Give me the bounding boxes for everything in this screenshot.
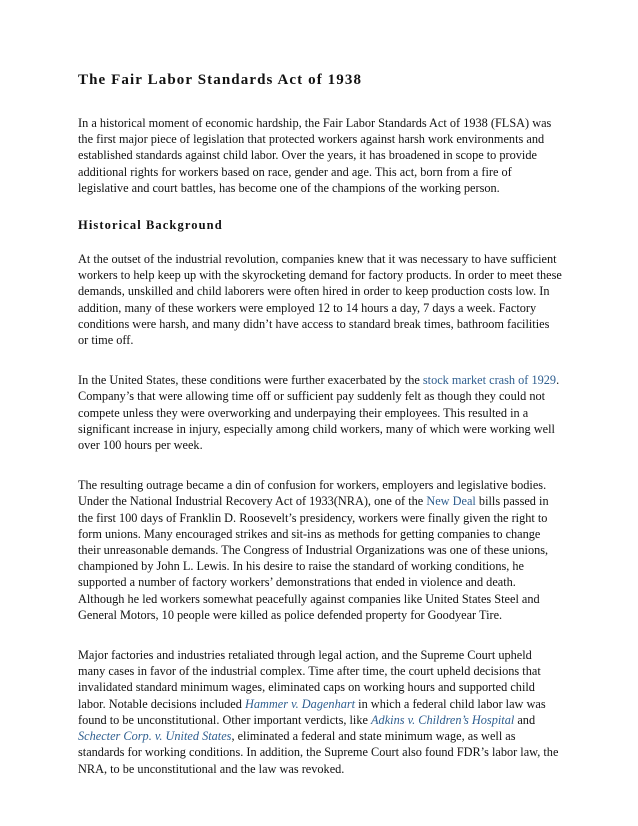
- text-span: in which a federal child labor law was found to be unconstitutional. Other important verdicts, like: [78, 696, 546, 727]
- text-span: and: [514, 712, 536, 727]
- text-span: The resulting outrage became a din of confusion for workers, employers and legislative bodies. Under the National Industrial Recovery Act of 1933(NRA), one of the: [78, 478, 547, 509]
- text-span: In the United States, these conditions were further exacerbated by the: [78, 373, 423, 388]
- text-span: , eliminated a federal and state minimum wage, as well as standards for working conditions. In addition, the Supreme Court also found FDR’s labor law, the NRA, to be unconstitutional and the law was revoked.: [78, 729, 559, 776]
- paragraph-supreme-court: [78, 647, 562, 777]
- paragraph-stock-market-crash: [78, 372, 562, 453]
- text-span: . Company’s that were allowing time off or sufficient pay suddenly felt as though they could not compete unless they were overworking and underpaying their employees. This resulted in a significant increase in injury, especially among child workers, many of which were working well over 100 hours per week.: [78, 373, 560, 453]
- schecter-corp-v-united-states-link[interactable]: Schecter Corp. v. United States: [78, 729, 232, 744]
- text-span: Major factories and industries retaliated through legal action, and the Supreme Court upheld many cases in favor of the industrial complex. Time after time, the court upheld decisions that invalidated standard minimum wages, eliminated caps on working hours and supported child labor. Notable decisions included: [78, 648, 541, 711]
- hammer-v-dagenhart-link[interactable]: Hammer v. Dagenhart: [245, 696, 356, 711]
- adkins-v-childrens-hospital-link[interactable]: Adkins v. Children’s Hospital: [371, 712, 515, 727]
- text-span: bills passed in the first 100 days of Franklin D. Roosevelt’s presidency, workers were finally given the right to form unions. Many encouraged strikes and sit-ins as methods for getting companies to change their unreasonable demands. The Congress of Industrial Organizations was one of these unions, championed by John L. Lewis. In his desire to raise the standard of working conditions, he supported a number of factory workers’ demonstrations that ended in violence and death. Although he led workers somewhat peacefully against companies like United States Steel and General Motors, 10 people were killed as police defended property for Goodyear Tire.: [78, 494, 549, 622]
- paragraph-industrial-revolution: At the outset of the industrial revolution, companies knew that it was necessary to have sufficient workers to help keep up with the skyrocketing demand for factory products. In order to meet these demands, unskilled and child laborers were often hired in order to keep production costs low. In addition, many of these workers were employed 12 to 14 hours a day, 7 days a week. Factory conditions were harsh, and many didn’t have access to standard break times, bathroom facilities or time off.: [78, 252, 562, 348]
- new-deal-link[interactable]: New Deal: [426, 494, 476, 509]
- paragraph-new-deal: [78, 477, 562, 623]
- intro-paragraph: In a historical moment of economic hardship, the Fair Labor Standards Act of 1938 (FLSA) was the first major piece of legislation that protected workers against harsh work environments and established standards against child labor. Over the years, it has broadened in scope to provide additional rights for workers based on race, gender and age. This act, born from a fire of legislative and court battles, has become one of the champions of the working person.: [78, 116, 552, 195]
- section-heading: Historical Background: [78, 218, 223, 233]
- document-title: The Fair Labor Standards Act of 1938: [78, 72, 363, 88]
- stock-market-crash-link[interactable]: stock market crash of 1929: [422, 373, 557, 388]
